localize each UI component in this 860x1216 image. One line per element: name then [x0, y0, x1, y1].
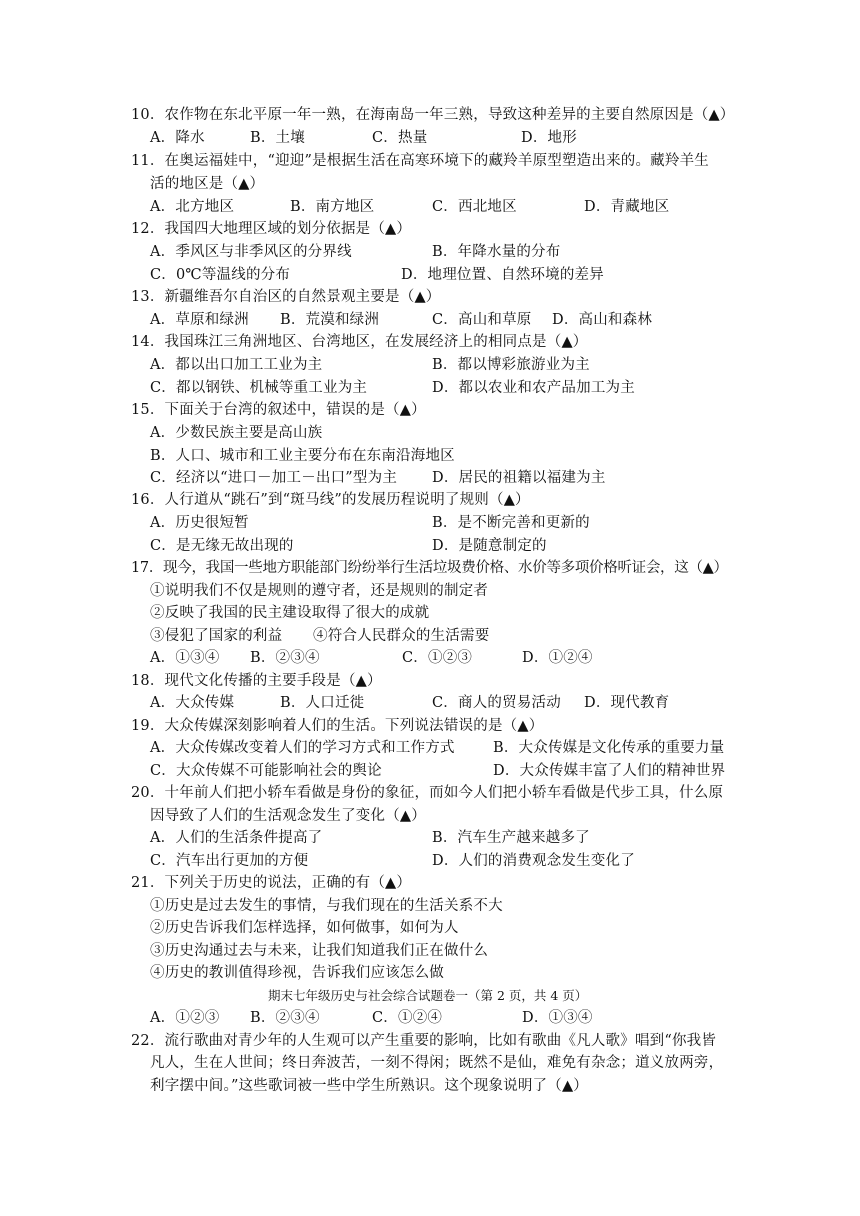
q13-option-a: A．草原和绿洲: [150, 312, 249, 328]
q12-option-c: C．0℃等温线的分布: [150, 267, 291, 283]
q14-option-c: C．都以钢铁、机械等重工业为主: [150, 380, 368, 396]
q21-statement-3: ③历史沟通过去与未来，让我们知道我们正在做什么: [150, 943, 489, 959]
q20-stem-line1: 20．十年前人们把小轿车看做是身份的象征，而如今人们把小轿车看做是代步工具，什么原: [131, 785, 724, 801]
q10-options: [150, 128, 830, 148]
q16-stem: 16．人行道从“跳石”到“斑马线”的发展历程说明了规则（▲）: [131, 492, 530, 508]
q22-stem-line2: 凡人，生在人世间；终日奔波苦，一刻不得闲；既然不是仙，难免有杂念；道义放两旁，: [150, 1055, 724, 1071]
q10-option-d: D．地形: [521, 130, 577, 146]
q18-stem: 18．现代文化传播的主要手段是（▲）: [131, 673, 382, 689]
q12-options-row1: [150, 242, 830, 262]
q13-option-d: D．高山和森林: [552, 312, 653, 328]
q14-option-b: B．都以博彩旅游业为主: [432, 357, 590, 373]
q17-option-c: C．①②③: [402, 650, 473, 666]
q17-option-b: B．②③④: [250, 650, 320, 666]
q11-option-a: A．北方地区: [150, 199, 235, 215]
q17-statements-row3: [150, 626, 830, 646]
q18-options: [150, 693, 830, 713]
q13-stem: 13．新疆维吾尔自治区的自然景观主要是（▲）: [131, 289, 441, 305]
q15-options-row3: [150, 468, 830, 488]
q21-stem: 21．下列关于历史的说法，正确的有（▲）: [131, 875, 412, 891]
q16-option-c: C．是无缘无故出现的: [150, 538, 294, 554]
q19-option-a: A．大众传媒改变着人们的学习方式和工作方式: [150, 740, 455, 756]
q17-option-a: A．①③④: [150, 650, 220, 666]
q14-stem: 14．我国珠江三角洲地区、台湾地区，在发展经济上的相同点是（▲）: [131, 334, 588, 350]
q15-option-d: D．居民的祖籍以福建为主: [432, 470, 606, 486]
q11-options: [150, 197, 830, 217]
q20-options-row2: [150, 851, 830, 871]
q10-option-a: A．降水: [150, 130, 205, 146]
q12-option-a: A．季风区与非季风区的分界线: [150, 244, 352, 260]
q21-option-d: D．①③④: [522, 1010, 593, 1026]
q15-option-c: C．经济以“进口－加工－出口”型为主: [150, 470, 398, 486]
q17-statement-2: ②反映了我国的民主建设取得了很大的成就: [150, 605, 430, 621]
q11-option-c: C．西北地区: [432, 199, 517, 215]
q18-option-a: A．大众传媒: [150, 695, 235, 711]
q13-options: [150, 310, 830, 330]
q17-statement-4: ④符合人民群众的生活需要: [313, 628, 490, 644]
q21-option-b: B．②③④: [250, 1010, 320, 1026]
q11-option-d: D．青藏地区: [584, 199, 670, 215]
page-footer: 期末七年级历史与社会综合试题卷一（第 2 页，共 4 页）: [268, 988, 588, 1003]
q15-stem: 15．下面关于台湾的叙述中，错误的是（▲）: [131, 402, 426, 418]
q20-options-row1: [150, 828, 830, 848]
q20-option-a: A．人们的生活条件提高了: [150, 830, 323, 846]
q11-stem-line2: 活的地区是（▲）: [150, 176, 265, 192]
q21-statement-4: ④历史的教训值得珍视，告诉我们应该怎么做: [150, 965, 444, 981]
q20-option-c: C．汽车出行更加的方便: [150, 853, 309, 869]
q21-statement-1: ①历史是过去发生的事情，与我们现在的生活关系不大: [150, 898, 503, 914]
q16-option-b: B．是不断完善和更新的: [432, 515, 590, 531]
q13-option-b: B．荒漠和绿洲: [280, 312, 380, 328]
q14-options-row2: [150, 378, 830, 398]
q11-stem-line1: 11．在奥运福娃中，“迎迎”是根据生活在高寒环境下的藏羚羊原型塑造出来的。藏羚羊生: [131, 153, 709, 169]
q16-option-d: D．是随意制定的: [432, 538, 547, 554]
q17-option-d: D．①②④: [522, 650, 593, 666]
q19-options-row2: [150, 761, 830, 781]
q17-stem: 17．现今，我国一些地方职能部门纷纷举行生活垃圾费价格、水价等多项价格听证会，这（▲）: [131, 560, 728, 576]
q13-option-c: C．高山和草原: [432, 312, 532, 328]
q12-option-b: B．年降水量的分布: [432, 244, 561, 260]
q12-stem: 12．我国四大地理区域的划分依据是（▲）: [131, 221, 412, 237]
q19-option-c: C．大众传媒不可能影响社会的舆论: [150, 763, 382, 779]
q10-option-b: B．土壤: [250, 130, 305, 146]
q19-stem: 19．大众传媒深刻影响着人们的生活。下列说法错误的是（▲）: [131, 718, 544, 734]
q19-option-d: D．大众传媒丰富了人们的精神世界: [493, 763, 726, 779]
q14-option-a: A．都以出口加工工业为主: [150, 357, 323, 373]
q19-option-b: B．大众传媒是文化传承的重要力量: [493, 740, 725, 756]
q21-option-c: C．①②④: [372, 1010, 443, 1026]
q22-stem-line1: 22．流行歌曲对青少年的人生观可以产生重要的影响，比如有歌曲《凡人歌》唱到“你我皆: [131, 1033, 717, 1049]
q17-statement-1: ①说明我们不仅是规则的遵守者，还是规则的制定者: [150, 583, 489, 599]
q15-option-b: B．人口、城市和工业主要分布在东南沿海地区: [150, 448, 455, 464]
q16-option-a: A．历史很短暂: [150, 515, 249, 531]
q19-options-row1: [150, 738, 830, 758]
q18-option-d: D．现代教育: [584, 695, 670, 711]
q20-option-b: B．汽车生产越来越多了: [432, 830, 590, 846]
q17-statement-3: ③侵犯了国家的利益: [150, 628, 283, 644]
q18-option-c: C．商人的贸易活动: [432, 695, 561, 711]
q12-options-row2: [150, 265, 830, 285]
q10-stem: 10．农作物在东北平原一年一熟，在海南岛一年三熟，导致这种差异的主要自然原因是（▲）: [131, 107, 735, 123]
q14-options-row1: [150, 355, 830, 375]
q16-options-row2: [150, 536, 830, 556]
q20-stem-line2: 因导致了人们的生活观念发生了变化（▲）: [150, 808, 426, 824]
q21-option-a: A．①②③: [150, 1010, 220, 1026]
q14-option-d: D．都以农业和农产品加工为主: [432, 380, 635, 396]
q16-options-row1: [150, 513, 830, 533]
q12-option-d: D．地理位置、自然环境的差异: [401, 267, 604, 283]
q17-options: [150, 648, 830, 668]
q18-option-b: B．人口迁徙: [280, 695, 365, 711]
q15-option-a: A．少数民族主要是高山族: [150, 425, 323, 441]
q22-stem-line3: 利字摆中间。”这些歌词被一些中学生所熟识。这个现象说明了（▲）: [150, 1078, 589, 1094]
q21-options: [150, 1008, 830, 1028]
q10-option-c: C．热量: [372, 130, 428, 146]
q20-option-d: D．人们的消费观念发生变化了: [432, 853, 635, 869]
q21-statement-2: ②历史告诉我们怎样选择，如何做事，如何为人: [150, 920, 459, 936]
q11-option-b: B．南方地区: [290, 199, 375, 215]
